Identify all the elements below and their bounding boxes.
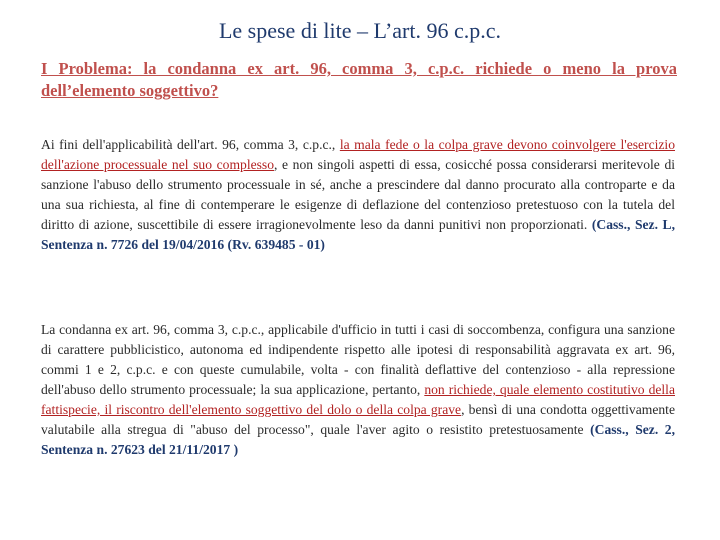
slide-subtitle: I Problema: la condanna ex art. 96, comma 3, c.p.c. richiede o meno la prova dell’elemento soggettivo? (41, 59, 677, 100)
paragraph-1-intro: Ai fini dell'applicabilità dell'art. 96, comma 3, c.p.c., (41, 137, 340, 152)
paragraph-1-body: , e non singoli aspetti di essa, cosicché possa considerarsi meritevole di sanzione l'abuso dello strumento processuale in sé, anche a prescindere dal danno procurato alla controparte e da una sua richiesta, al fine di contemperare le esigenze di deflazione del contenzioso pretestuoso con la tutela del diritto di azione, suscettibile di essere irragionevolmente leso da danni punitivi non proporzionati. (41, 157, 676, 232)
paragraph-2 (41, 320, 675, 460)
paragraph-1-highlight: la mala fede o la colpa grave devono coinvolgere l'esercizio dell'azione processuale nel suo complesso (41, 137, 676, 172)
paragraph-2-citation: (Cass., Sez. 2, Sentenza n. 27623 del 21/11/2017 ) (41, 422, 675, 457)
paragraph-2-body: , bensì di una condotta oggettivamente valutabile alla stregua di "abuso del processo", quale l'aver agito o resistito pretestuosamente (41, 402, 675, 437)
paragraph-1 (41, 135, 675, 255)
paragraph-1-citation: (Cass., Sez. L, Sentenza n. 7726 del 19/04/2016 (Rv. 639485 - 01) (41, 217, 675, 252)
paragraph-2-highlight: non richiede, quale elemento costitutivo della fattispecie, il riscontro dell'elemento soggettivo del dolo o della colpa grave (41, 382, 675, 417)
slide-title: Le spese di lite – L’art. 96 c.p.c. (218, 18, 502, 43)
paragraph-2-intro: La condanna ex art. 96, comma 3, c.p.c., applicabile d'ufficio in tutti i casi di soccombenza, configura una sanzione di carattere pubblicistico, autonoma ed indipendente rispetto alle ipotesi di responsabilità aggravata ex art. 96, commi 1 e 2, c.p.c. e con queste cumulabile, volta - con finalità deflattive del contenzioso - alla repressione dell'abuso dello strumento processuale; la sua applicazione, pertanto, (41, 322, 675, 397)
